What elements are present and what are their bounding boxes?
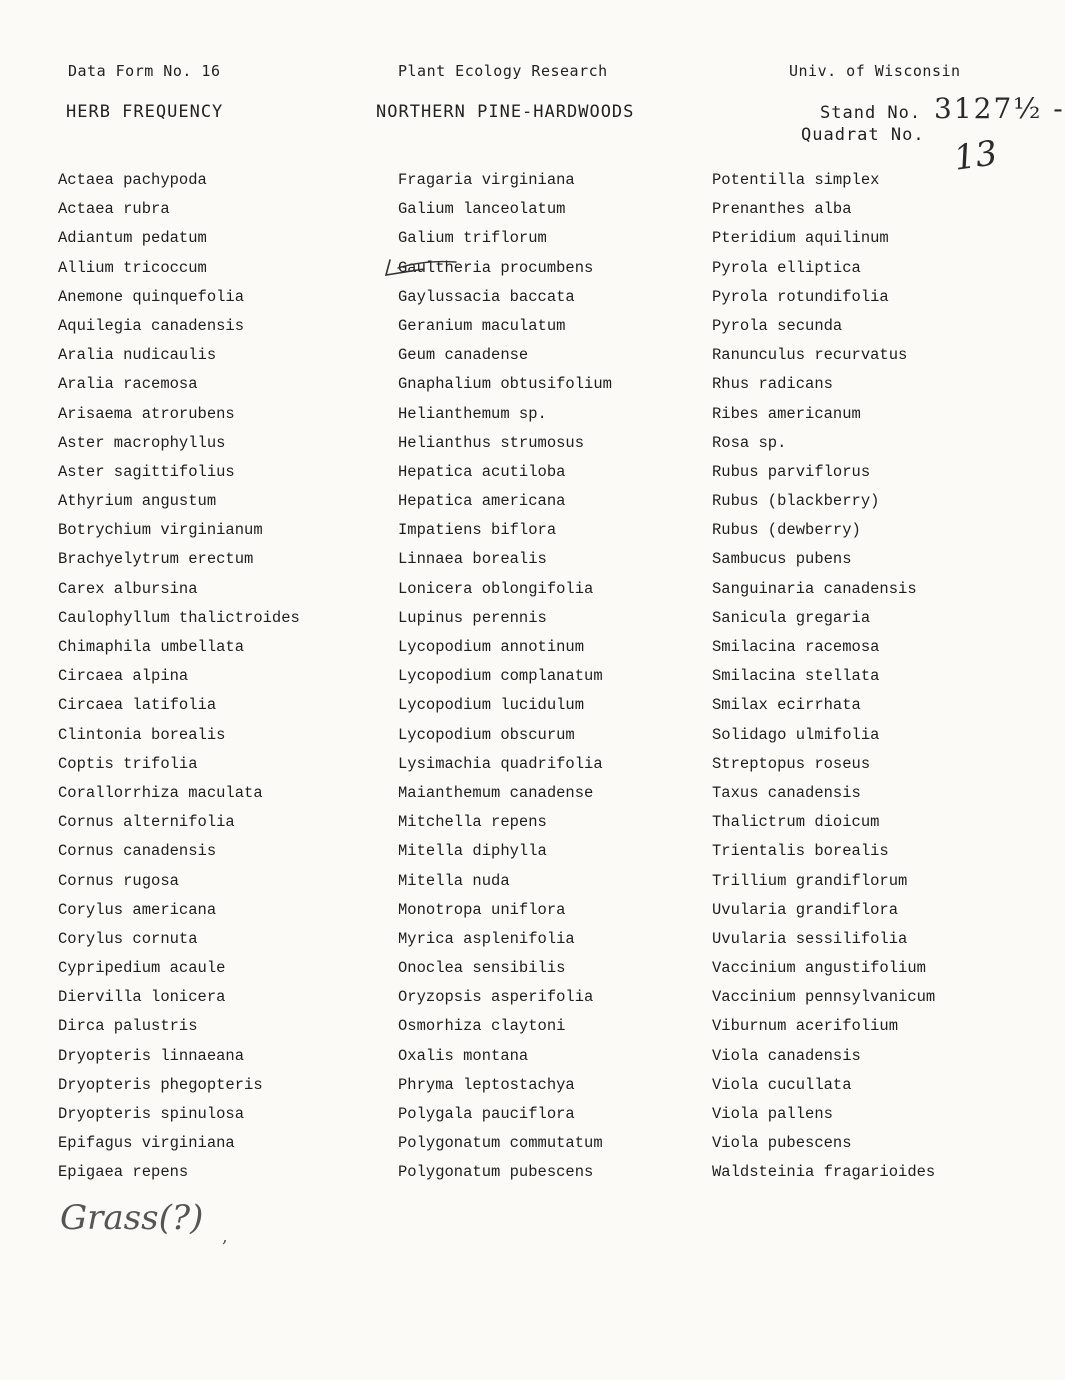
species-name: Helianthus strumosus — [398, 433, 585, 452]
species-name: Geum canadense — [398, 346, 529, 365]
species-name: Viola canadensis — [712, 1046, 861, 1065]
species-name: Pyrola secunda — [712, 316, 843, 335]
species-name: Solidago ulmifolia — [712, 725, 880, 744]
species-column-1 — [58, 166, 388, 1188]
species-name: Trillium grandiflorum — [712, 871, 908, 890]
species-name: Myrica asplenifolia — [398, 929, 575, 948]
species-name: Viola pallens — [712, 1105, 833, 1123]
species-name: Cornus rugosa — [58, 871, 179, 890]
species-name: Sambucus pubens — [712, 550, 852, 569]
species-name: Ribes americanum — [712, 404, 861, 423]
species-name: Hepatica acutiloba — [398, 462, 566, 481]
species-name: Cypripedium acaule — [58, 959, 226, 978]
community-title: NORTHERN PINE-HARDWOODS — [376, 102, 635, 122]
species-name: Allium tricoccum — [58, 258, 207, 277]
species-name: Taxus canadensis — [712, 783, 861, 802]
species-name: Linnaea borealis — [398, 550, 547, 569]
species-name: Rubus (blackberry) — [712, 492, 880, 511]
species-name: Fragaria virginiana — [398, 171, 575, 189]
species-name: Vaccinium angustifolium — [712, 959, 926, 978]
species-name: Mitella nuda — [398, 871, 510, 890]
species-name: Uvularia grandiflora — [712, 900, 899, 919]
species-name: Lupinus perennis — [398, 608, 547, 627]
form-title: HERB FREQUENCY — [66, 102, 224, 122]
species-name: Dryopteris phegopteris — [58, 1075, 263, 1094]
check-mark-icon — [384, 256, 476, 278]
species-name: Trientalis borealis — [712, 842, 889, 861]
species-column-2 — [398, 166, 728, 1188]
species-name: Viola cucullata — [712, 1075, 852, 1094]
species-name: Dryopteris linnaeana — [58, 1046, 245, 1065]
handwritten-note: Grass(?) — [60, 1198, 204, 1238]
species-name: Corylus americana — [58, 900, 217, 919]
species-name: Botrychium virginianum — [58, 521, 263, 540]
species-name: Circaea latifolia — [58, 696, 217, 715]
species-name: Rubus parviflorus — [712, 462, 871, 481]
species-name: Aralia racemosa — [58, 375, 198, 394]
species-name: Adiantum pedatum — [58, 229, 207, 248]
species-name: Aster sagittifolius — [58, 462, 235, 481]
species-name: Pyrola rotundifolia — [712, 287, 889, 306]
species-name: Dirca palustris — [58, 1017, 198, 1036]
species-name: Viola pubescens — [712, 1134, 852, 1153]
species-name: Anemone quinquefolia — [58, 287, 245, 306]
species-name: Ranunculus recurvatus — [712, 346, 908, 365]
species-name: Streptopus roseus — [712, 754, 871, 773]
species-name: Diervilla lonicera — [58, 988, 226, 1007]
species-name: Gnaphalium obtusifolium — [398, 375, 612, 394]
species-name: Oryzopsis asperifolia — [398, 988, 594, 1007]
quadrat-label: Quadrat No. — [801, 125, 925, 145]
species-name: Aster macrophyllus — [58, 433, 226, 452]
species-name: Dryopteris spinulosa — [58, 1105, 245, 1123]
species-name: Hepatica americana — [398, 492, 566, 511]
species-name: Cornus alternifolia — [58, 813, 235, 832]
species-name: Chimaphila umbellata — [58, 638, 245, 656]
species-name: Onoclea sensibilis — [398, 959, 566, 978]
species-name: Corylus cornuta — [58, 929, 198, 948]
species-name: Geranium maculatum — [398, 316, 566, 335]
species-name: Rhus radicans — [712, 375, 833, 394]
species-name: Rosa sp. — [712, 433, 787, 452]
species-name: Clintonia borealis — [58, 725, 226, 744]
species-name: Carex albursina — [58, 579, 198, 598]
species-column-3 — [712, 166, 1042, 1188]
species-name: Caulophyllum thalictroides — [58, 608, 300, 627]
species-name: Polygonatum pubescens — [398, 1163, 594, 1182]
species-name: Aralia nudicaulis — [58, 346, 217, 365]
form-number: Data Form No. 16 — [68, 62, 221, 80]
species-name: Brachyelytrum erectum — [58, 550, 254, 569]
species-name: Vaccinium pennsylvanicum — [712, 988, 936, 1007]
institution: Univ. of Wisconsin — [789, 62, 961, 80]
species-name: Sanicula gregaria — [712, 608, 871, 627]
species-name: Actaea rubra — [58, 200, 170, 219]
quadrat-number-handwritten: 13 — [951, 133, 1000, 179]
species-name: Smilax ecirrhata — [712, 696, 861, 715]
species-name: Rubus (dewberry) — [712, 521, 861, 540]
species-name: Lysimachia quadrifolia — [398, 754, 603, 773]
species-name: Polygala pauciflora — [398, 1105, 575, 1123]
species-name: Aquilegia canadensis — [58, 316, 245, 335]
species-name: Waldsteinia fragarioides — [712, 1163, 936, 1182]
species-name: Smilacina racemosa — [712, 638, 880, 656]
species-name: Cornus canadensis — [58, 842, 217, 861]
species-name: Prenanthes alba — [712, 200, 852, 219]
handwritten-comma: , — [222, 1226, 228, 1247]
species-name: Impatiens biflora — [398, 521, 557, 540]
species-name: Coptis trifolia — [58, 754, 198, 773]
organization: Plant Ecology Research — [398, 62, 608, 80]
species-name: Athyrium angustum — [58, 492, 217, 511]
species-name: Thalictrum dioicum — [712, 813, 880, 832]
species-name: Viburnum acerifolium — [712, 1017, 899, 1036]
species-name: Osmorhiza claytoni — [398, 1017, 566, 1036]
species-name: Lycopodium complanatum — [398, 667, 603, 686]
species-name: Polygonatum commutatum — [398, 1134, 603, 1153]
species-name: Lycopodium obscurum — [398, 725, 575, 744]
species-name: Sanguinaria canadensis — [712, 579, 917, 598]
stand-number-handwritten: 3127½ - — [934, 92, 1065, 125]
species-name: Phryma leptostachya — [398, 1075, 575, 1094]
stand-label: Stand No. — [820, 103, 922, 123]
species-name: Actaea pachypoda — [58, 171, 207, 189]
species-name: Lonicera oblongifolia — [398, 579, 594, 598]
species-name: Pyrola elliptica — [712, 258, 861, 277]
species-name: Circaea alpina — [58, 667, 189, 686]
species-name: Mitella diphylla — [398, 842, 547, 861]
species-name: Arisaema atrorubens — [58, 404, 235, 423]
species-name: Helianthemum sp. — [398, 404, 547, 423]
species-name: Gaylussacia baccata — [398, 287, 575, 306]
species-name: Galium triflorum — [398, 229, 547, 248]
species-name: Oxalis montana — [398, 1046, 529, 1065]
species-name: Smilacina stellata — [712, 667, 880, 686]
species-name: Maianthemum canadense — [398, 783, 594, 802]
species-name: Epifagus virginiana — [58, 1134, 235, 1153]
species-name: Uvularia sessilifolia — [712, 929, 908, 948]
species-name: Lycopodium annotinum — [398, 638, 585, 656]
species-name: Monotropa uniflora — [398, 900, 566, 919]
species-name: Pteridium aquilinum — [712, 229, 889, 248]
species-name: Mitchella repens — [398, 813, 547, 832]
species-name: Potentilla simplex — [712, 171, 880, 189]
species-name: Galium lanceolatum — [398, 200, 566, 219]
species-name: Lycopodium lucidulum — [398, 696, 585, 715]
species-name: Corallorrhiza maculata — [58, 783, 263, 802]
species-name: Gaultheria procumbens — [398, 258, 594, 277]
species-name: Epigaea repens — [58, 1163, 189, 1182]
